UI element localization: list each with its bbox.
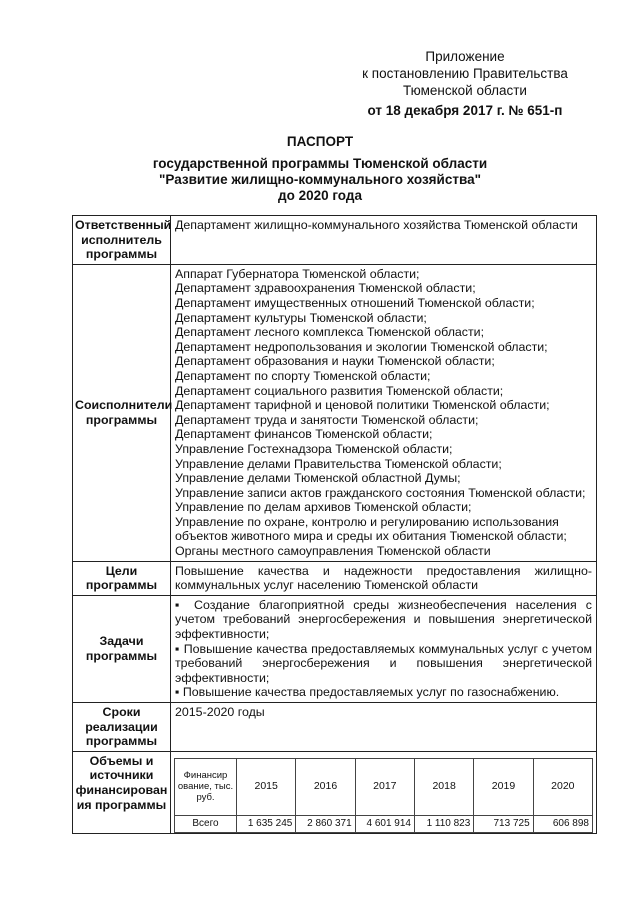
coexecutor-item: Управление по охране, контролю и регулированию использования объектов животного мира и среды их обитания Тюменской области; [175, 514, 567, 544]
tasks-list [171, 595, 597, 702]
goals-label: Цели программы [73, 561, 171, 595]
task-item: ▪ Создание благоприятной среды жизнеобеспечения населения с учетом требований энергосбережения и повышения энергетической эффективности; [175, 597, 592, 642]
coexecutor-item: Департамент тарифной и ценовой политики Тюменской области; [175, 398, 550, 413]
title-line-4: до 2020 года [278, 188, 362, 203]
task-item: ▪ Повышение качества предоставляемых услуг по газоснабжению. [175, 685, 560, 700]
funding-year: 2018 [414, 758, 473, 815]
funding-total-value: 4 601 914 [355, 815, 414, 833]
executor-value: Департамент жилищно-коммунального хозяйства Тюменской области [171, 216, 597, 265]
row-coexecutors [73, 264, 597, 561]
funding-header-row [175, 758, 593, 815]
funding-year: 2015 [237, 758, 296, 815]
funding-year: 2020 [533, 758, 592, 815]
coexecutor-item: Управление Гостехнадзора Тюменской области; [175, 441, 453, 456]
coexecutor-item: Управление по делам архивов Тюменской области; [175, 500, 472, 515]
funding-total-value: 713 725 [474, 815, 533, 833]
document-title [80, 134, 560, 204]
coexecutor-item: Департамент здравоохранения Тюменской области; [175, 281, 476, 296]
coexecutor-item: Органы местного самоуправления Тюменской области [175, 544, 491, 559]
coexecutor-item: Управление записи актов гражданского состояния Тюменской области; [175, 485, 586, 500]
funding-year: 2019 [474, 758, 533, 815]
title-passport: ПАСПОРТ [286, 134, 354, 149]
appendix-line-2: к постановлению Правительства [362, 66, 568, 81]
row-funding [73, 751, 597, 834]
coexecutor-item: Управление делами Тюменской областной Думы; [175, 471, 461, 486]
coexecutor-item: Департамент культуры Тюменской области; [175, 310, 427, 325]
coexecutor-item: Департамент социального развития Тюменской области; [175, 383, 504, 398]
row-tasks [73, 595, 597, 702]
tasks-label: Задачи программы [73, 595, 171, 702]
row-period [73, 703, 597, 752]
coexecutors-list [171, 264, 597, 561]
coexecutor-item: Департамент финансов Тюменской области; [175, 427, 433, 442]
funding-year: 2017 [355, 758, 414, 815]
task-item: ▪ Повышение качества предоставляемых коммунальных услуг с учетом требований энергосбережения и повышения энергетической эффективности; [175, 641, 592, 685]
title-line-2: государственной программы Тюменской области [152, 156, 488, 171]
funding-total-label: Всего [175, 815, 237, 833]
appendix-line-1: Приложение [425, 49, 505, 64]
appendix-line-3: Тюменской области [403, 83, 527, 98]
funding-unit-header: Финансир ование, тыс. руб. [175, 758, 237, 815]
funding-cell [171, 751, 597, 834]
coexecutor-item: Департамент труда и занятости Тюменской области; [175, 412, 479, 427]
executor-label: Ответственный исполнитель программы [73, 216, 171, 265]
coexecutors-label: Соисполнители программы [73, 264, 171, 561]
funding-total-value: 1 635 245 [237, 815, 296, 833]
goals-value: Повышение качества и надежности предоставления жилищно-коммунальных услуг населению Тюменской области [171, 561, 597, 595]
funding-total-value: 1 110 823 [414, 815, 473, 833]
funding-total-value: 2 860 371 [296, 815, 355, 833]
coexecutor-item: Аппарат Губернатора Тюменской области; [175, 266, 420, 281]
funding-table [174, 758, 593, 834]
passport-table [72, 215, 597, 834]
funding-year: 2016 [296, 758, 355, 815]
coexecutor-item: Департамент лесного комплекса Тюменской области; [175, 325, 485, 340]
coexecutor-item: Департамент по спорту Тюменской области; [175, 368, 431, 383]
appendix-date: от 18 декабря 2017 г. № 651-п [367, 103, 563, 118]
funding-total-value: 606 898 [533, 815, 592, 833]
funding-total-row [175, 815, 593, 833]
period-label: Сроки реализации программы [73, 703, 171, 752]
coexecutor-item: Департамент образования и науки Тюменской области; [175, 354, 495, 369]
funding-label: Объемы и источники финансирован ия программы [73, 751, 171, 834]
period-value: 2015-2020 годы [171, 703, 597, 752]
coexecutor-item: Департамент недропользования и экологии Тюменской области; [175, 339, 548, 354]
row-goals [73, 561, 597, 595]
row-executor [73, 216, 597, 265]
appendix-header [330, 48, 600, 119]
coexecutor-item: Управление делами Правительства Тюменской области; [175, 456, 502, 471]
coexecutor-item: Департамент имущественных отношений Тюменской области; [175, 295, 535, 310]
title-line-3: "Развитие жилищно-коммунального хозяйства" [158, 172, 482, 187]
